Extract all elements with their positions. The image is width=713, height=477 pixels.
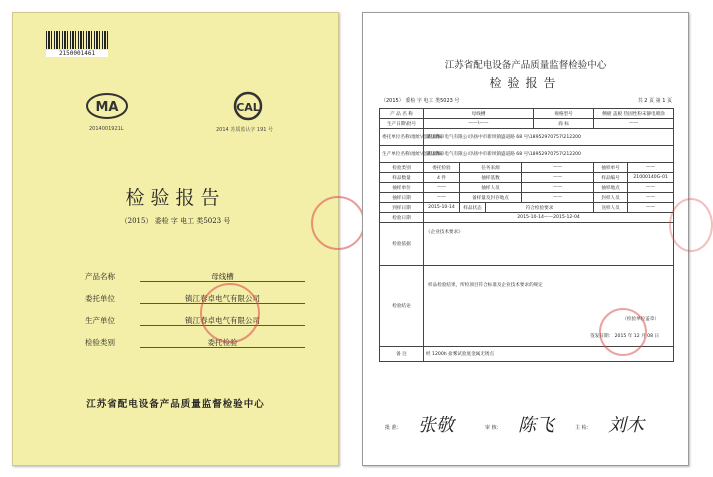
- field-value: 镇江春卓电气有限公司: [140, 315, 305, 326]
- table-row: [380, 266, 674, 347]
- red-stamp-edge: [311, 196, 365, 250]
- conclusion-cell: [424, 266, 674, 347]
- report-cover: [12, 12, 339, 466]
- table-cell: ——: [424, 193, 460, 203]
- table-row: [380, 163, 674, 173]
- table-cell: 抽样地点: [594, 183, 628, 193]
- cal-logo-text: CAL: [236, 101, 260, 114]
- table-cell: 委托单位名称\地址\电话\邮编: [380, 129, 424, 146]
- table-row: [380, 183, 674, 193]
- table-cell: ——: [628, 183, 674, 193]
- red-stamp: [200, 283, 260, 343]
- report-page: [362, 12, 689, 466]
- table-cell: ——: [522, 193, 594, 203]
- table-cell: 备样量及封存地点: [460, 193, 522, 203]
- table-row: [380, 203, 674, 213]
- main-inspector-label: 主 检：: [575, 425, 592, 431]
- table-cell: 产 品 名 称: [380, 109, 424, 119]
- field-client: [85, 293, 305, 307]
- table-cell: 送样人员: [594, 203, 628, 213]
- table-cell: ——: [522, 173, 594, 183]
- field-label: 生产单位: [85, 316, 115, 325]
- cover-title: 检验报告: [125, 187, 226, 209]
- conclusion-text: 样品检验结果，所检项目符合标准及企业技术要求的规定: [428, 283, 543, 288]
- table-cell: 委托检验: [424, 163, 460, 173]
- table-row: [380, 119, 674, 129]
- table-cell: 检验依据: [380, 223, 424, 266]
- table-row: [380, 146, 674, 163]
- table-row: [380, 129, 674, 146]
- table-cell: 《企业技术要求》: [424, 223, 674, 266]
- table-cell: 抽样单号: [594, 163, 628, 173]
- table-cell: 到样日期: [380, 203, 424, 213]
- table-cell: ——\——: [424, 119, 534, 129]
- table-cell: 符合检验要求: [486, 203, 594, 213]
- field-label: 产品名称: [85, 272, 115, 281]
- field-label: 检验类别: [85, 338, 115, 347]
- table-cell: ——: [424, 183, 460, 193]
- table-cell: 抽样基数: [460, 173, 522, 183]
- table-cell: 镇江春卓电气有限公司\扬中市新坝镇盛道路 68 号\18952970757\212200: [424, 146, 674, 163]
- table-cell: ——: [628, 163, 674, 173]
- cal-cert-no: 2014 苏质监认字 191 号: [216, 127, 274, 133]
- field-producer: [85, 315, 305, 329]
- field-value: 母线槽: [140, 271, 305, 282]
- table-cell: 备 注: [380, 347, 424, 362]
- table-cell: 2015-10-14: [424, 203, 460, 213]
- table-cell: 规格型号: [534, 109, 594, 119]
- review-signature: 陈飞: [518, 415, 554, 436]
- table-cell: 生产单位名称\地址\电话\邮编: [380, 146, 424, 163]
- report-org: 江苏省配电设备产品质量监督检验中心: [444, 60, 607, 71]
- table-cell: 镇江春卓电气有限公司\扬中市新坝镇盛道路 68 号\18952970757\212200: [424, 129, 674, 146]
- table-row: [380, 109, 674, 119]
- table-cell: 经 1200h 盐雾试验底金属无锈点: [424, 347, 674, 362]
- barcode: [46, 31, 108, 49]
- approve-signature: 张敬: [418, 415, 454, 436]
- table-cell: 抽样日期: [380, 193, 424, 203]
- table-cell: 样品数量: [380, 173, 424, 183]
- table-cell: 样品编号: [594, 173, 628, 183]
- field-label: 委托单位: [85, 294, 115, 303]
- cma-logo: [85, 90, 129, 122]
- cal-logo: [226, 90, 270, 122]
- report-title: 检验报告: [489, 76, 562, 90]
- field-inspection-type: [85, 337, 305, 351]
- field-product-name: [85, 271, 305, 285]
- table-cell: ——: [628, 203, 674, 213]
- table-cell: 检验类别: [380, 163, 424, 173]
- table-cell: ——: [628, 193, 674, 203]
- cover-org: 江苏省配电设备产品质量监督检验中心: [86, 399, 265, 410]
- red-stamp-edge: [669, 198, 713, 252]
- barcode-number: 2150001461: [46, 50, 108, 57]
- table-cell: 检验日期: [380, 213, 424, 223]
- table-cell: 商 标: [534, 119, 594, 129]
- inspection-table: [379, 108, 674, 362]
- table-cell: 21000140G-01: [628, 173, 674, 183]
- table-cell: 2015-10-14——2015-12-04: [424, 213, 674, 223]
- table-row: [380, 193, 674, 203]
- table-cell: 侧板 盖板 热固性粉末静电喷涂: [594, 109, 674, 119]
- approve-label: 批 准：: [385, 425, 402, 431]
- seal-note: （检验单位盖章）: [622, 317, 660, 322]
- report-no: （2015） 委检 字 电工 类5023 号: [381, 98, 460, 104]
- table-cell: 4 件: [424, 173, 460, 183]
- table-row: [380, 223, 674, 266]
- table-cell: 生产日期\批号: [380, 119, 424, 129]
- table-cell: ——: [594, 119, 674, 129]
- table-cell: ——: [522, 183, 594, 193]
- cma-logo-text: MA: [95, 100, 119, 115]
- field-value: 委托检验: [140, 337, 305, 348]
- table-cell: 样品状态: [460, 203, 486, 213]
- table-cell: 抽样人员: [460, 183, 522, 193]
- table-cell: 任务来源: [460, 163, 522, 173]
- sign-date: 签发日期： 2015 年 12 月 08 日: [590, 334, 660, 339]
- field-value: 镇江春卓电气有限公司: [140, 293, 305, 304]
- table-row: [380, 173, 674, 183]
- table-cell: 抽样单位: [380, 183, 424, 193]
- review-label: 审 核：: [485, 425, 502, 431]
- cover-report-no: （2015） 委检 字 电工 类5023 号: [120, 217, 231, 225]
- table-cell: 封样人员: [594, 193, 628, 203]
- page-indicator: 共 2 页 第 1 页: [637, 98, 672, 104]
- table-row: [380, 213, 674, 223]
- table-cell: ——: [522, 163, 594, 173]
- cma-cert-no: 2014001921L: [89, 126, 124, 132]
- table-cell: 检验结论: [380, 266, 424, 347]
- main-inspector-signature: 刘木: [608, 415, 644, 436]
- table-cell: 母线槽: [424, 109, 534, 119]
